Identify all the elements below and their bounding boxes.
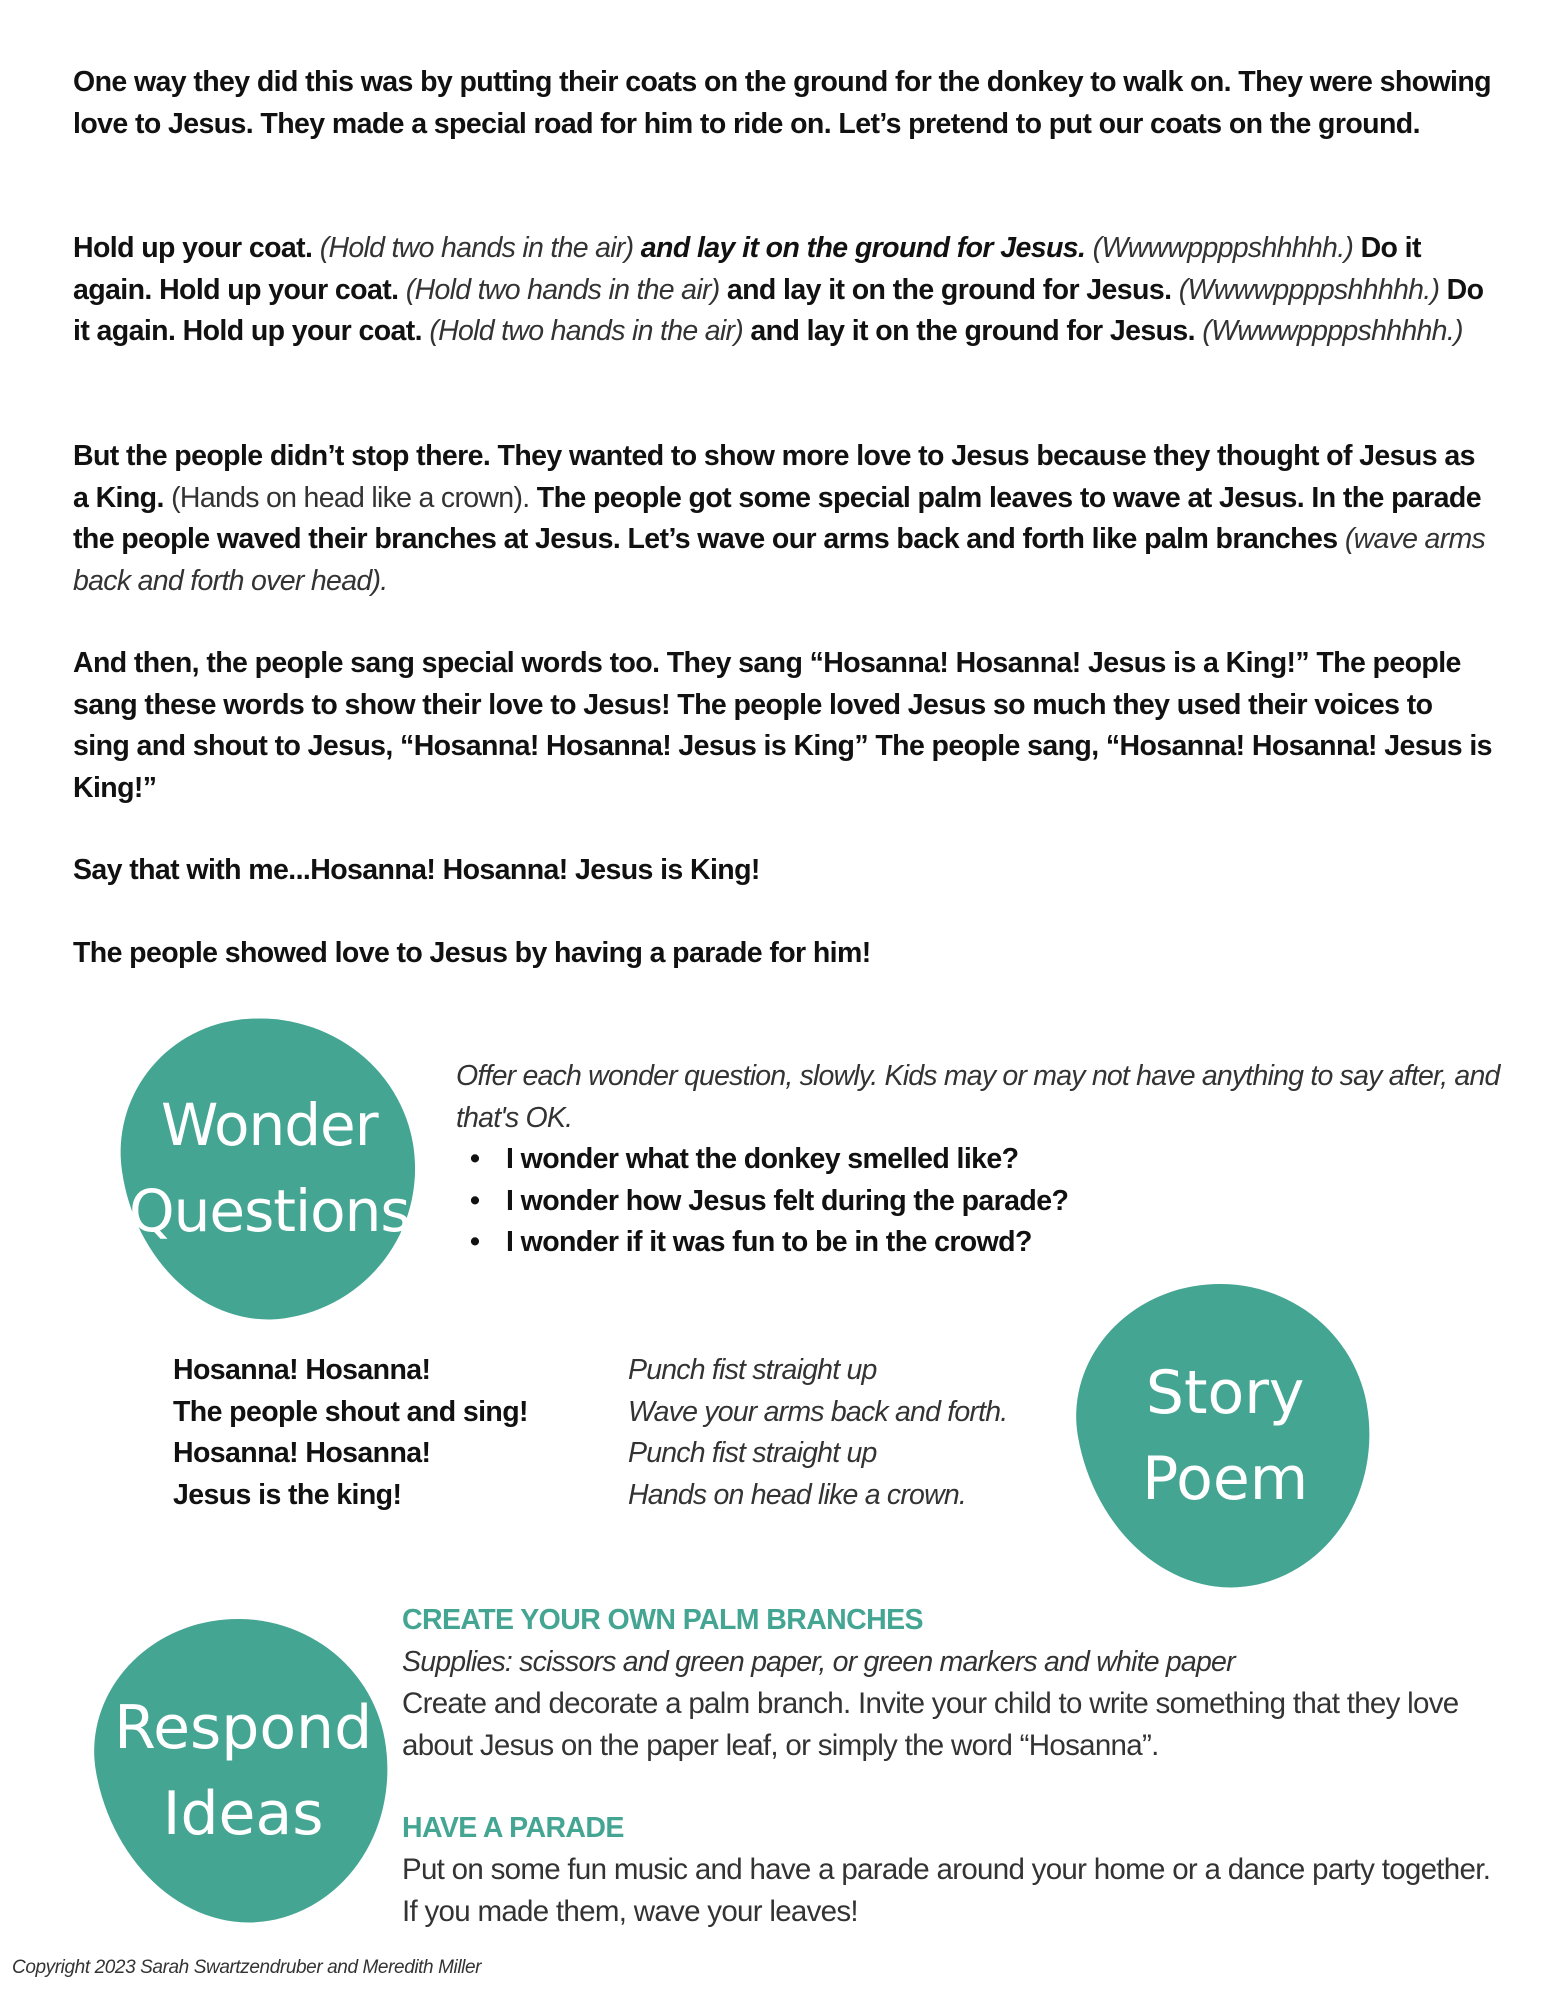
badge-title-line: Questions <box>128 1177 410 1246</box>
poem-row <box>173 1392 1007 1434</box>
instruction-text: Do it again. Hold up your coat. <box>73 232 1421 306</box>
instruction-text: Hold up your coat. <box>73 232 313 264</box>
story-paragraph-hold-coat <box>73 228 1493 353</box>
copyright-notice: Copyright 2023 Sarah Swartzendruber and Meredith Miller <box>12 1957 482 1978</box>
wonder-question <box>470 1181 1516 1223</box>
wonder-questions-badge <box>103 998 434 1338</box>
bullet-icon: • <box>470 1143 480 1175</box>
idea-heading: HAVE A PARADE <box>402 1811 624 1844</box>
bullet-icon: • <box>470 1226 480 1258</box>
story-poem <box>173 1350 1007 1516</box>
badge-title-line: Ideas <box>162 1778 324 1849</box>
story-poem-badge <box>1056 1260 1395 1611</box>
action-text: (Hold two hands in the air) <box>405 273 720 306</box>
instruction-text: and lay it on the ground for Jesus. <box>750 315 1195 347</box>
question-text: I wonder how Jesus felt during the parade? <box>506 1184 1069 1217</box>
idea-body: Put on some fun music and have a parade around your home or a dance party together. If you made them, wave your leaves! <box>402 1853 1491 1928</box>
sound-effect-text: (Wwwwppppshhhhh.) <box>1202 315 1463 347</box>
instruction-text: and lay it on the ground for Jesus. <box>640 232 1086 264</box>
poem-action: Wave your arms back and forth. <box>628 1395 1008 1428</box>
instruction-text: Do it again. Hold up your coat. <box>73 273 1484 347</box>
poem-line: Hosanna! Hosanna! <box>173 1354 431 1386</box>
bullet-icon: • <box>470 1184 480 1217</box>
badge-title-line: Story <box>1145 1357 1305 1428</box>
wonder-intro: Offer each wonder question, slowly. Kids may or may not have anything to say after, and that's OK. <box>456 1060 1500 1134</box>
poem-line: Hosanna! Hosanna! <box>173 1437 431 1469</box>
poem-line: The people shout and sing! <box>173 1395 528 1428</box>
story-paragraph-hosanna: And then, the people sang special words too. They sang “Hosanna! Hosanna! Jesus is a King!” The people sang these words to show their love to Jesus! The people loved Jesus so much they used their voices to sing and shout to Jesus, “Hosanna! Hosanna! Jesus is King” The people sang, “Hosanna! Hosanna! Jesus is King!” <box>73 647 1492 804</box>
wonder-question <box>470 1139 1516 1181</box>
idea-body: Create and decorate a palm branch. Invite your child to write something that they love about Jesus on the paper leaf, or simply the word “Hosanna”. <box>402 1687 1459 1762</box>
action-text: (Hold two hands in the air) <box>319 232 634 264</box>
poem-action: Hands on head like a crown. <box>628 1478 967 1511</box>
instruction-text: and lay it on the ground for Jesus. <box>726 273 1172 306</box>
action-text: (wave arms back and forth over head). <box>73 523 1486 597</box>
wonder-question-list <box>456 1139 1516 1264</box>
idea-supplies: Supplies: scissors and green paper, or green markers and white paper <box>402 1645 1235 1678</box>
question-text: I wonder what the donkey smelled like? <box>506 1143 1019 1175</box>
badge-title-line: Respond <box>113 1692 373 1763</box>
poem-action: Punch fist straight up <box>628 1354 877 1386</box>
poem-row <box>173 1350 1007 1392</box>
story-paragraph-coats: One way they did this was by putting their coats on the ground for the donkey to walk on. They were showing love to Jesus. They made a special road for him to ride on. Let’s pretend to put our coats on the ground. <box>73 66 1491 140</box>
story-paragraph-parade: The people showed love to Jesus by having a parade for him! <box>73 937 871 969</box>
story-paragraph-say-with-me: Say that with me...Hosanna! Hosanna! Jesus is King! <box>73 854 760 886</box>
story-paragraph-palm-leaves <box>73 436 1493 602</box>
wonder-question <box>470 1222 1516 1264</box>
badge-title-line: Wonder <box>160 1091 378 1160</box>
respond-ideas-badge <box>74 1595 413 1946</box>
sound-effect-text: (Wwwwppppshhhhh.) <box>1092 232 1354 264</box>
poem-row <box>173 1433 1007 1475</box>
poem-action: Punch fist straight up <box>628 1437 877 1469</box>
wonder-questions-section <box>456 1056 1516 1264</box>
question-text: I wonder if it was fun to be in the crowd? <box>506 1226 1032 1258</box>
poem-line: Jesus is the king! <box>173 1478 402 1511</box>
badge-title-line: Poem <box>1141 1443 1309 1514</box>
respond-ideas-section <box>402 1600 1502 1932</box>
story-text: The people got some special palm leaves to wave at Jesus. In the parade the people waved their branches at Jesus. Let’s wave our arms back and forth like palm branches <box>73 481 1481 555</box>
poem-row <box>173 1475 1007 1517</box>
story-text: But the people didn’t stop there. They wanted to show more love to Jesus because they thought of Jesus as a King. <box>73 440 1475 514</box>
idea-heading: CREATE YOUR OWN PALM BRANCHES <box>402 1604 923 1636</box>
action-text: (Hold two hands in the air) <box>429 315 744 347</box>
sound-effect-text: (Wwwwppppshhhhh.) <box>1178 273 1440 306</box>
action-text: (Hands on head like a crown). <box>171 481 530 514</box>
